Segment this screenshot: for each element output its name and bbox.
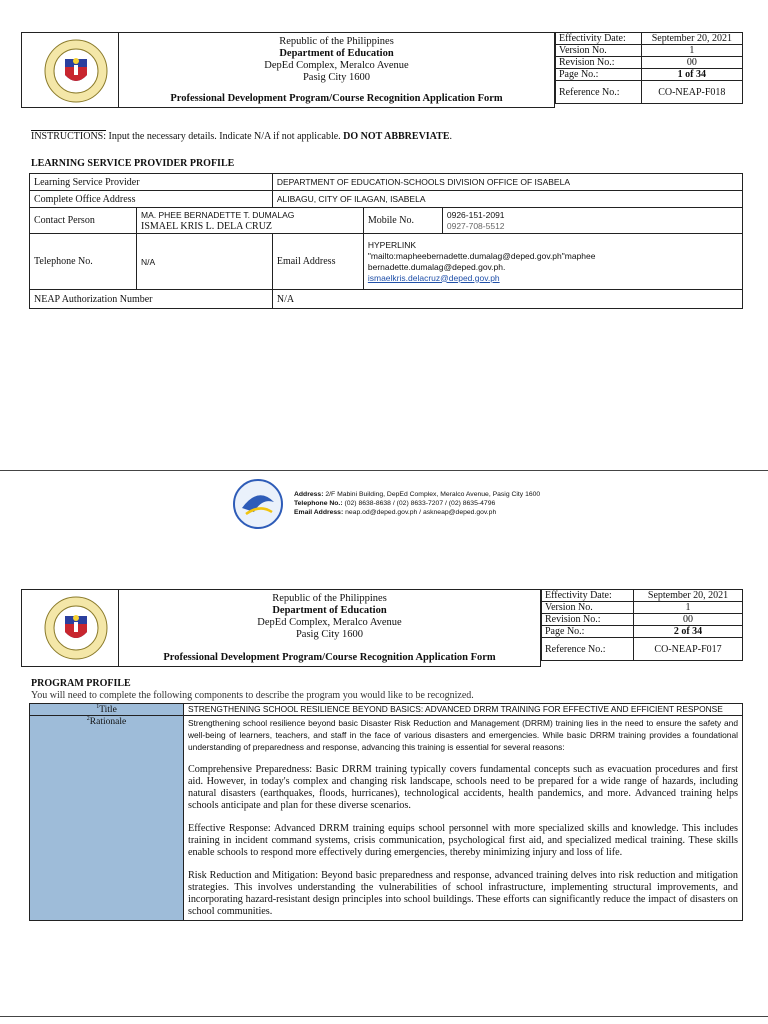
contact-person-1: MA. PHEE BERNADETTE T. DUMALAG [141, 209, 295, 220]
footer-tel: (02) 8638-8638 / (02) 8633-7207 / (02) 8635-4796 [342, 500, 496, 507]
meta-label: Page No.: [556, 69, 642, 81]
reference-number: CO-NEAP-F018 [641, 81, 742, 104]
seal-cell [21, 589, 119, 667]
title-footnote: 1 [96, 704, 100, 710]
meta-label: Revision No.: [556, 57, 642, 69]
meta-label: Version No. [556, 45, 642, 57]
telephone-label: Telephone No. [30, 234, 137, 290]
page-number: 1 of 34 [641, 69, 742, 81]
rationale-label: Rationale [89, 717, 127, 728]
email-line: HYPERLINK [367, 239, 417, 250]
address-line: DepEd Complex, Meralco Avenue [257, 617, 402, 628]
reference-number: CO-NEAP-F017 [634, 638, 743, 661]
title-label-cell [30, 704, 184, 716]
title-value[interactable]: STRENGTHENING SCHOOL RESILIENCE BEYOND BASICS: ADVANCED DRRM TRAINING FOR EFFECTIVE AND EFFICIENT RESPONSE [184, 704, 743, 716]
meta-label: Reference No.: [556, 81, 642, 104]
meta-value: 00 [634, 614, 743, 626]
form-header-page-2 [21, 589, 743, 667]
footer-email-label: Email Address: [294, 509, 344, 516]
address-value[interactable]: ALIBAGU, CITY OF ILAGAN, ISABELA [272, 191, 742, 208]
rationale-label-cell [30, 716, 184, 921]
neap-value[interactable]: N/A [272, 290, 742, 309]
lsp-profile-table [29, 173, 743, 309]
telephone-value[interactable]: N/A [137, 234, 273, 290]
deped-seal-icon [44, 596, 108, 660]
mobile-label: Mobile No. [363, 208, 442, 234]
page-number: 2 of 34 [634, 626, 743, 638]
meta-value: September 20, 2021 [634, 590, 743, 602]
meta-label: Version No. [542, 602, 634, 614]
seal-cell [21, 32, 119, 108]
mobile-number-2: 0927-708-5512 [446, 220, 505, 231]
header-center [119, 32, 555, 108]
program-section-title: PROGRAM PROFILE [31, 678, 131, 689]
rationale-intro: Strengthening school resilience beyond basic Disaster Risk Reduction and Management (DRRM) training lies in the need to ensure the safety and well-being of learners, teachers, and staff in the face of various disasters and emergencies. While basic DRRM training provides a foundational understanding of preparedness and response, advancing this training is essential for several reasons: [188, 718, 738, 753]
email-link[interactable]: ismaelkris.delacruz@deped.gov.ph [367, 272, 500, 283]
contact-value[interactable] [137, 208, 364, 234]
footer-address-label: Address: [294, 491, 324, 498]
form-title: Professional Development Program/Course Recognition Application Form [163, 652, 496, 663]
document-meta-table [555, 32, 743, 104]
rationale-footnote: 2 [86, 716, 90, 723]
footer-text [294, 490, 540, 517]
mobile-number-1: 0926-151-2091 [446, 209, 505, 220]
meta-value: September 20, 2021 [641, 33, 742, 45]
footer-email: neap.od@deped.gov.ph / askneap@deped.gov.ph [343, 509, 497, 516]
provider-label: Learning Service Provider [30, 174, 273, 191]
meta-label: Reference No.: [542, 638, 634, 661]
address-label: Complete Office Address [30, 191, 273, 208]
department-line: Department of Education [279, 48, 394, 59]
deped-seal-icon [44, 39, 108, 103]
instructions-text: Input the necessary details. Indicate N/A if not applicable. [106, 131, 344, 142]
program-subtitle: You will need to complete the following components to describe the program you would like to be recognized. [31, 690, 474, 701]
form-header-page-1 [21, 32, 743, 108]
lsp-section-title: LEARNING SERVICE PROVIDER PROFILE [31, 158, 235, 169]
rationale-paragraph: Effective Response: Advanced DRRM training equips school personnel with more specialized skills and knowledge. This includes training in incident command systems, crisis communication, psychological first aid, and specialized medical training. These skills enable schools to respond more effectively during emergencies, thereby minimizing injury and loss of life. [188, 823, 738, 859]
email-label: Email Address [272, 234, 363, 290]
mobile-value[interactable] [442, 208, 742, 234]
meta-label: Revision No.: [542, 614, 634, 626]
instructions-end: . [449, 131, 452, 142]
email-line: bernadette.dumalag@deped.gov.ph. [367, 261, 506, 272]
contact-label: Contact Person [30, 208, 137, 234]
rationale-value[interactable] [184, 716, 743, 921]
rationale-paragraph: Comprehensive Preparedness: Basic DRRM training typically covers fundamental concepts such as evacuation procedures and first aid. However, in today's complex and changing risk landscape, schools need to be prepared for a wide range of hazards, including natural disasters (earthquakes, floods, hurricanes), technological accidents, health pandemics, and more. Advanced training helps schools anticipate and plan for these diverse scenarios. [188, 764, 738, 812]
meta-label: Effectivity Date: [556, 33, 642, 45]
provider-value[interactable]: DEPARTMENT OF EDUCATION-SCHOOLS DIVISION OFFICE OF ISABELA [272, 174, 742, 191]
meta-label: Page No.: [542, 626, 634, 638]
republic-line: Republic of the Philippines [272, 593, 387, 604]
form-title: Professional Development Program/Course Recognition Application Form [170, 93, 503, 104]
footer-divider [0, 1016, 768, 1017]
email-value[interactable] [363, 234, 742, 290]
department-line: Department of Education [272, 605, 387, 616]
republic-line: Republic of the Philippines [279, 36, 394, 47]
footer-address: 2/F Mabini Building, DepEd Complex, Meralco Avenue, Pasig City 1600 [323, 491, 541, 498]
meta-label: Effectivity Date: [542, 590, 634, 602]
instructions-prefix: INSTRUCTIONS: [31, 131, 107, 142]
instructions-emphasis: DO NOT ABBREVIATE [343, 131, 450, 142]
meta-value: 00 [641, 57, 742, 69]
program-profile-table [29, 703, 743, 921]
address-line: DepEd Complex, Meralco Avenue [264, 60, 409, 71]
header-center [119, 589, 541, 667]
instructions [31, 131, 452, 142]
email-line: "mailto:mapheebernadette.dumalag@deped.gov.ph"maphee [367, 250, 596, 261]
city-line: Pasig City 1600 [302, 72, 371, 83]
footer-tel-label: Telephone No.: [294, 500, 343, 507]
title-label: Title [99, 705, 117, 716]
footer-divider [0, 470, 768, 471]
rationale-paragraph: Risk Reduction and Mitigation: Beyond basic preparedness and response, advanced training delves into risk reduction and mitigation strategies. This involves understanding the vulnerabilities of school infrastructure, implementing structural improvements, and incorporating hazard-resistant design principles into school buildings. These efforts can significantly reduce the impact of disasters on school communities. [188, 870, 738, 918]
meta-value: 1 [634, 602, 743, 614]
city-line: Pasig City 1600 [295, 629, 364, 640]
meta-value: 1 [641, 45, 742, 57]
document-meta-table [541, 589, 743, 661]
neap-label: NEAP Authorization Number [30, 290, 273, 309]
page-footer [232, 478, 612, 530]
neap-logo-icon [232, 478, 284, 530]
contact-person-2: ISMAEL KRIS L. DELA CRUZ [141, 220, 273, 232]
